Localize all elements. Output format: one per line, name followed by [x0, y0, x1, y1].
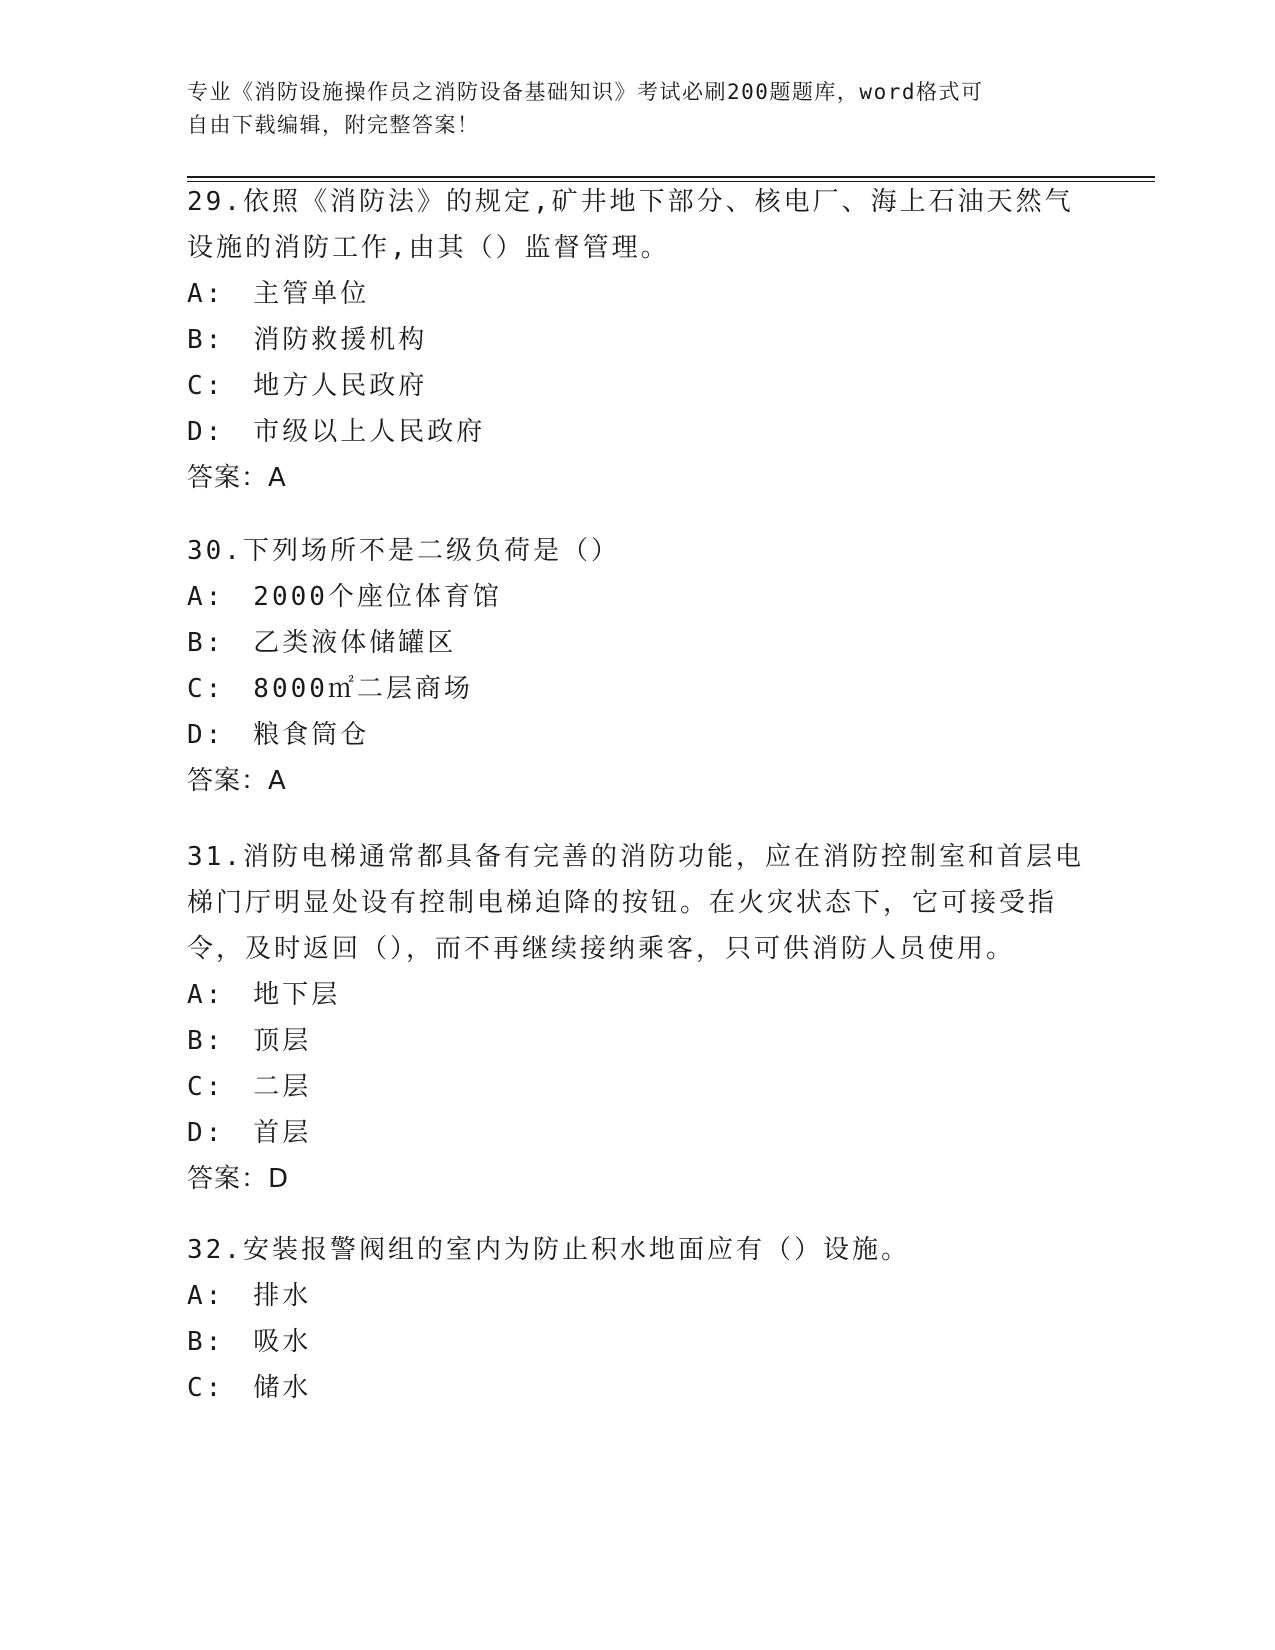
answer-line: 答案：D: [187, 1164, 290, 1194]
question-29: [187, 179, 1087, 501]
option-a: A: 排水: [187, 1281, 312, 1311]
option-c: C: 8000㎡二层商场: [187, 674, 473, 704]
question-31: [187, 834, 1087, 1202]
option-d: D: 市级以上人民政府: [187, 417, 486, 447]
question-stem-line: 32.安装报警阀组的室内为防止积水地面应有（）设施。: [187, 1235, 910, 1265]
header-divider-thick: [187, 176, 1155, 178]
option-c: C: 储水: [187, 1373, 312, 1403]
option-a: A: 地下层: [187, 980, 341, 1010]
option-b: B: 顶层: [187, 1026, 312, 1056]
answer-line: 答案：A: [187, 766, 287, 796]
question-30: [187, 528, 1087, 804]
option-b: B: 吸水: [187, 1327, 312, 1357]
question-stem-line: 令，及时返回（），而不再继续接纳乘客，只可供消防人员使用。: [187, 934, 1016, 964]
option-c: C: 二层: [187, 1072, 312, 1102]
question-stem-line: 30.下列场所不是二级负荷是（）: [187, 536, 620, 566]
question-stem-line: 梯门厅明显处设有控制电梯迫降的按钮。在火灾状态下，它可接受指: [187, 888, 1058, 918]
answer-line: 答案：A: [187, 463, 287, 493]
question-stem-line: 29.依照《消防法》的规定,矿井地下部分、核电厂、海上石油天然气: [187, 187, 1074, 217]
option-d: D: 粮食筒仓: [187, 720, 370, 750]
question-32: [187, 1227, 1087, 1411]
option-b: B: 消防救援机构: [187, 325, 428, 355]
document-header: [187, 76, 1067, 142]
question-stem-line: 31.消防电梯通常都具备有完善的消防功能，应在消防控制室和首层电: [187, 842, 1084, 872]
option-b: B: 乙类液体储罐区: [187, 628, 457, 658]
option-d: D: 首层: [187, 1118, 312, 1148]
option-a: A: 主管单位: [187, 279, 370, 309]
option-a: A: 2000个座位体育馆: [187, 582, 502, 612]
header-line-2: 自由下载编辑，附完整答案！: [187, 113, 480, 137]
question-stem-line: 设施的消防工作,由其（）监督管理。: [187, 233, 670, 263]
option-c: C: 地方人民政府: [187, 371, 428, 401]
header-line-1: 专业《消防设施操作员之消防设备基础知识》考试必刷200题题库，word格式可: [187, 80, 984, 104]
